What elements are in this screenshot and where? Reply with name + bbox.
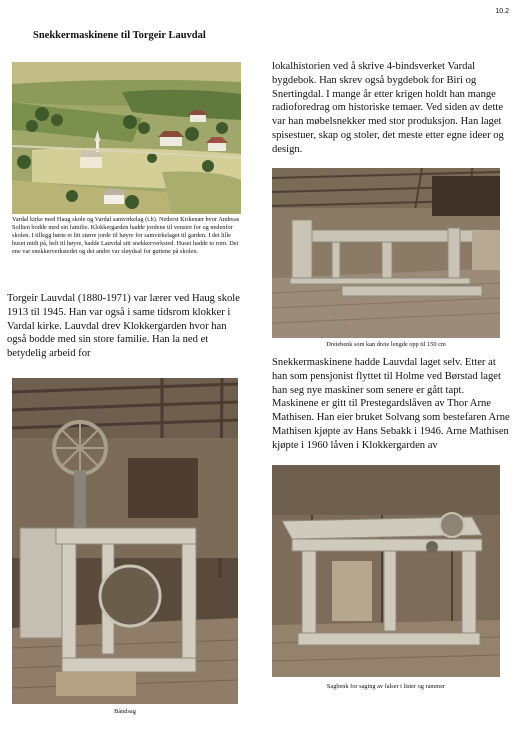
right-para-1: lokalhistorien ved å skrive 4-bindsverket Vardal bygdebok. Han skrev også bygdebok for Biri og Snertingdal. I mange år etter krigen holdt han mange radioforedrag om historiske temaer. Ved siden av dette var han møbelsnekker med stor produksjon. Han laget spisestuer, skap og stoler, det meste etter egne ideer og design. (272, 61, 504, 155)
sawbench-photo (272, 465, 500, 677)
bandsaw-photo (12, 378, 238, 704)
church-photo-caption: Vardal kirke med Haug skole og Vardal samvirkelag (t.h). Nederst Kirkenær hvor Andreas Sollien bodde med sin familie. Klokkergarden hadde jordene til venstre for og nedenfor skolen. I tillegg hørte et litt større jorde til høyre for samvirkelaget til garden. I det lille huset midt på, helt til høyre, hadde Lauvdal sitt snekkerverksted. Huset hadde to rom. Det ene var snekkerverkstedet og det andre var sløydsal for guttene på skolen. (12, 216, 240, 256)
page-title: Snekkermaskinene til Torgeir Lauvdal (33, 30, 206, 41)
sawbench-photo-caption: Sagbenk for saging av falser i lister og rammer (326, 683, 446, 690)
page-number: 10.2 (495, 8, 509, 15)
right-body-paragraph-1 (272, 60, 506, 157)
lathe-photo (272, 168, 500, 338)
left-body-paragraph (7, 292, 243, 361)
right-para-2: Snekkermaskinene hadde Lauvdal laget selv. Etter at han som pensjonist flyttet til Holme ved Børstad laget han seg nye maskiner som senere er gått tapt. Maskinene er gitt til Prestegardslåven av Thor Arne Mathisen. Han eier bruket Solvang som bestefaren Arne Mathisen kjøpte av Hans Sebakk i 1946. Arne Mathisen kjøpte i 1960 låven i Klokkergarden av (272, 357, 510, 451)
church-aerial-photo (12, 62, 241, 214)
bandsaw-photo-caption: Båndsag (114, 708, 136, 715)
right-body-paragraph-2 (272, 356, 510, 453)
left-para: Torgeir Lauvdal (1880-1971) var lærer ved Haug skole 1913 til 1945. Han var også i same tidsrom klokker i Vardal kirke. Lauvdal drev Klokkergarden hvor han også bodde med sin store familie. Han la ned et betydelig arbeid for (7, 293, 240, 360)
lathe-photo-caption: Dreiebenk som kan dreie lengde opp til 150 cm (326, 341, 446, 348)
